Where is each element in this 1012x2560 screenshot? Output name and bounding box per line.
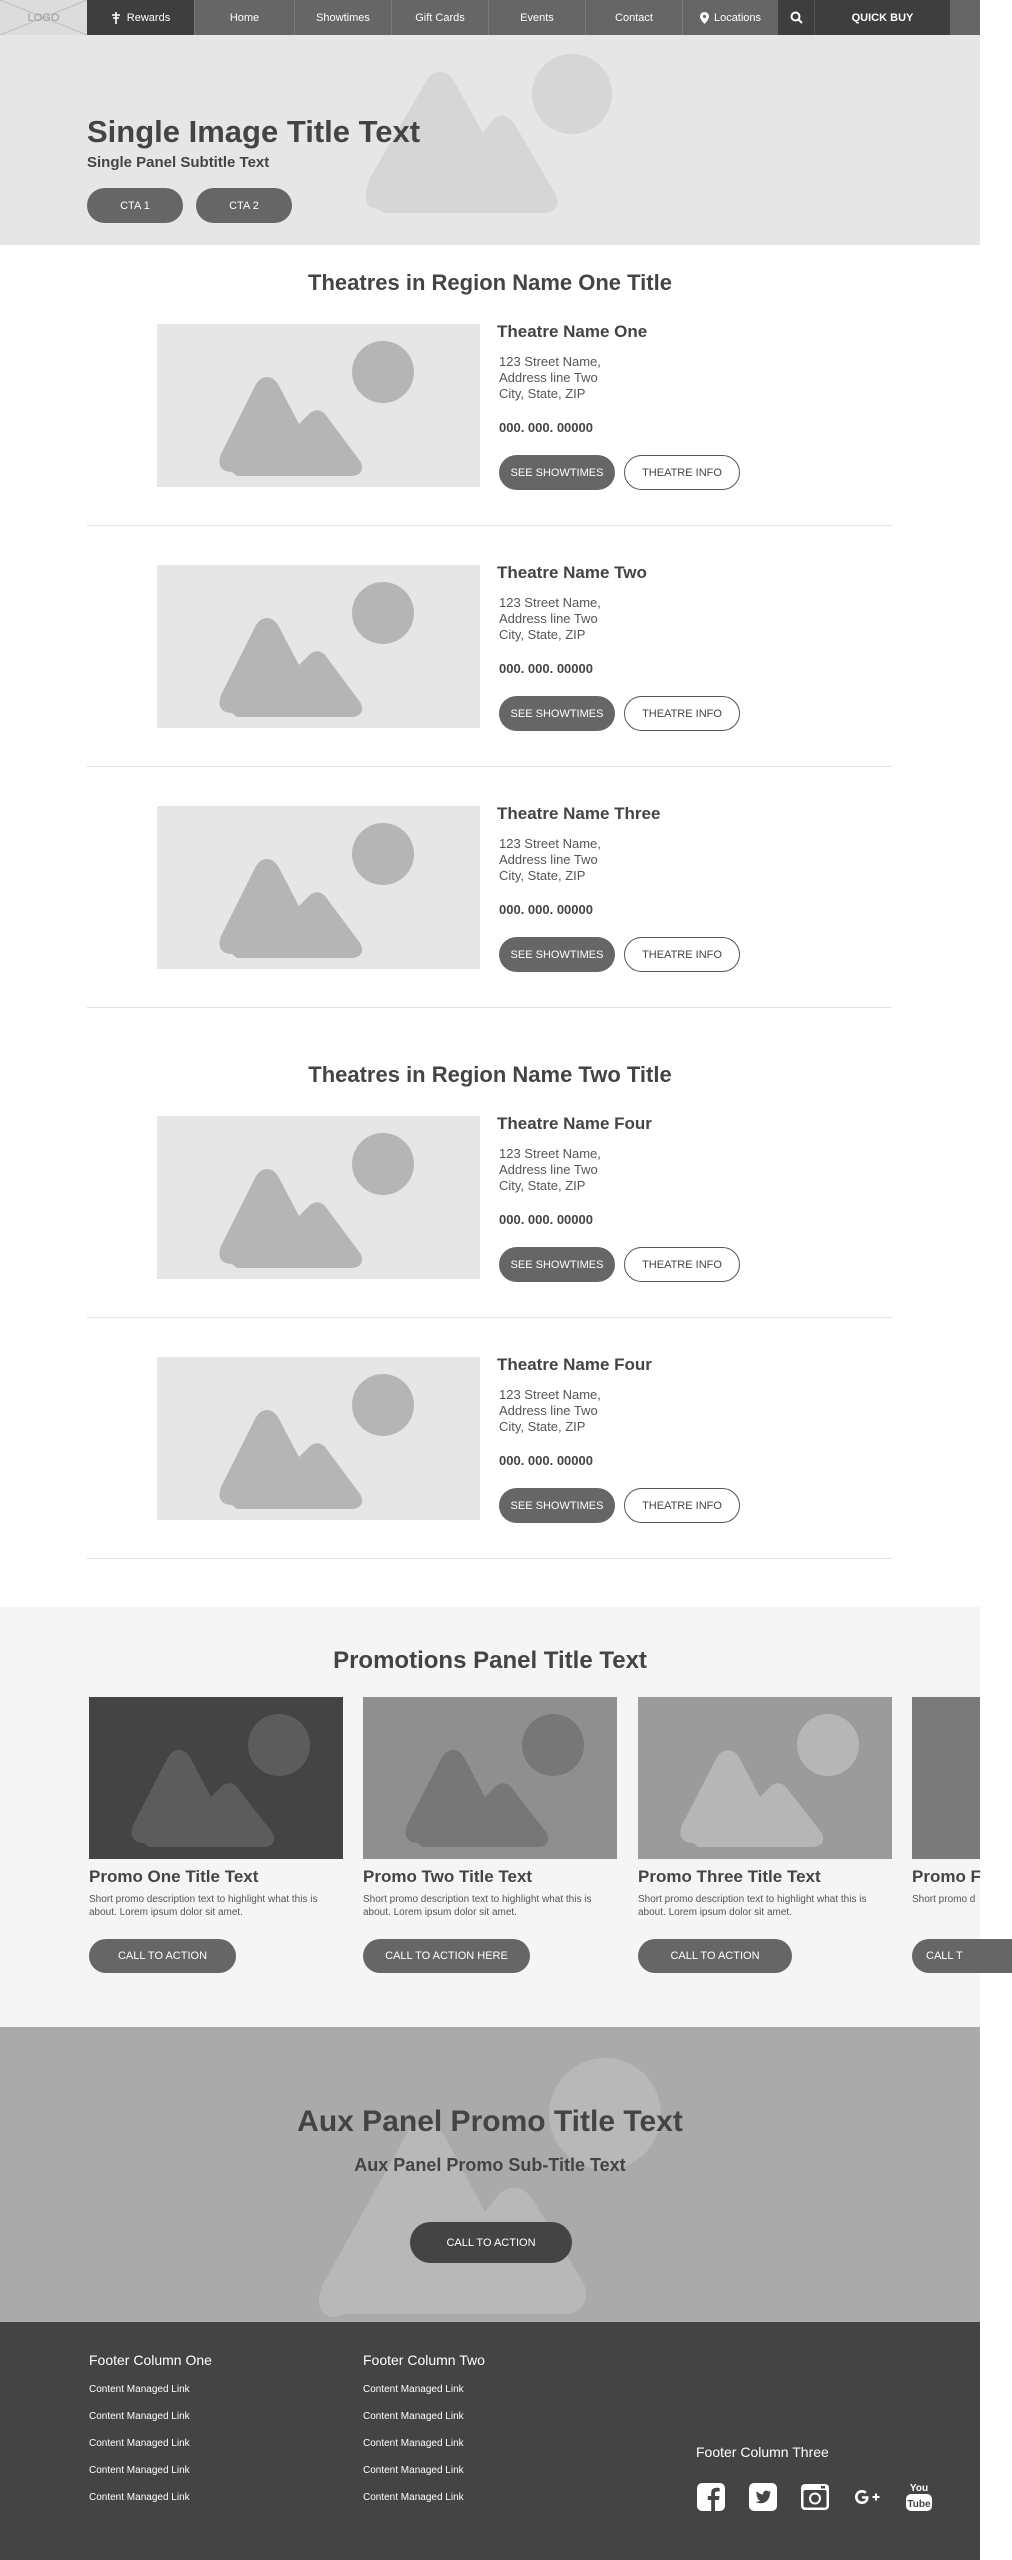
footer-link[interactable]: Content Managed Link [363, 2384, 464, 2395]
image-placeholder-icon [89, 1697, 343, 1859]
theatre-card [87, 324, 892, 564]
promo-title: Promo Three Title Text [638, 1867, 821, 1886]
promo-description: Short promo description text to highlight what this is about. Lorem ipsum dolor sit amet. [363, 1894, 592, 1918]
facebook-icon[interactable] [696, 2482, 726, 2512]
theatre-image [157, 324, 480, 487]
hero-cta-2-button[interactable] [196, 188, 292, 223]
address-line-two: Address line Two [499, 1162, 598, 1177]
hero-cta-1-button[interactable] [87, 188, 183, 223]
theatre-name: Theatre Name One [497, 322, 648, 341]
hero-panel [0, 35, 980, 245]
promo-cta-button[interactable] [363, 1939, 530, 1973]
top-nav [0, 0, 980, 35]
promo-cta-button[interactable] [638, 1939, 792, 1973]
theatre-info-button[interactable] [624, 455, 740, 490]
divider [87, 1317, 892, 1318]
theatre-address [499, 354, 601, 402]
youtube-text-top: You [909, 2483, 929, 2494]
image-placeholder-icon [638, 1697, 892, 1859]
search-icon [790, 11, 803, 24]
theatre-phone: 000. 000. 00000 [499, 1212, 593, 1227]
see-showtimes-button[interactable] [499, 937, 615, 972]
theatre-name: Theatre Name Two [497, 563, 647, 582]
location-pin-icon [700, 12, 709, 24]
theatre-image [157, 1116, 480, 1279]
see-showtimes-button[interactable] [499, 1488, 615, 1523]
theatre-phone: 000. 000. 00000 [499, 661, 593, 676]
divider [87, 525, 892, 526]
hero-cta-1-label: CTA 1 [120, 199, 150, 212]
theatre-info-label: THEATRE INFO [642, 948, 722, 961]
theatre-info-label: THEATRE INFO [642, 1258, 722, 1271]
promo-cta-label: CALL TO ACTION [117, 1950, 208, 1962]
theatre-phone: 000. 000. 00000 [499, 902, 593, 917]
quick-buy-button[interactable] [814, 0, 950, 35]
footer-column-title: Footer Column One [89, 2352, 212, 2368]
logo-text: LOGO [27, 11, 60, 24]
divider [87, 1007, 892, 1008]
promo-card-partial [912, 1697, 981, 1962]
theatre-info-label: THEATRE INFO [642, 1499, 722, 1512]
promo-image [363, 1697, 617, 1859]
image-placeholder-icon [157, 806, 480, 969]
see-showtimes-label: SEE SHOWTIMES [510, 948, 604, 961]
youtube-text-bottom: Tube [907, 2499, 931, 2510]
aux-cta-button[interactable] [410, 2222, 572, 2263]
address-line-two: Address line Two [499, 852, 598, 867]
theatre-image [157, 806, 480, 969]
aux-cta-label: CALL TO ACTION [446, 2236, 536, 2249]
theatre-card [87, 806, 892, 1046]
promo-image [89, 1697, 343, 1859]
theatre-card [87, 1116, 892, 1356]
footer-link[interactable]: Content Managed Link [363, 2438, 464, 2449]
footer-column-three-title: Footer Column Three [696, 2444, 829, 2460]
see-showtimes-button[interactable] [499, 1247, 615, 1282]
nav-contact-label: Contact [615, 11, 653, 24]
theatre-address [499, 595, 601, 643]
image-placeholder-icon [157, 1116, 480, 1279]
divider [87, 766, 892, 767]
nav-locations-label: Locations [713, 11, 762, 24]
theatre-address [499, 836, 601, 884]
aux-promo-panel [0, 2027, 980, 2322]
footer-column-two [363, 2352, 485, 2503]
promo-cta-button[interactable] [89, 1939, 236, 1973]
promo-title: Promo Two Title Text [363, 1867, 533, 1886]
footer-link[interactable]: Content Managed Link [363, 2492, 464, 2503]
promo-image [912, 1697, 980, 1859]
twitter-icon[interactable] [748, 2482, 778, 2512]
address-street: 123 Street Name, [499, 1146, 601, 1161]
see-showtimes-label: SEE SHOWTIMES [510, 466, 604, 479]
quick-buy-label: QUICK BUY [851, 11, 914, 24]
theatre-image [157, 565, 480, 728]
promo-description: Short promo d [912, 1894, 976, 1905]
theatre-info-label: THEATRE INFO [642, 707, 722, 720]
nav-showtimes[interactable] [294, 0, 391, 35]
address-city: City, State, ZIP [499, 868, 586, 883]
nav-gift-cards[interactable] [391, 0, 488, 35]
google-plus-icon[interactable] [852, 2482, 882, 2512]
search-button[interactable] [778, 0, 814, 35]
footer-link[interactable]: Content Managed Link [89, 2411, 190, 2422]
hero-subtitle: Single Panel Subtitle Text [87, 154, 270, 171]
footer-link[interactable]: Content Managed Link [89, 2492, 190, 2503]
promo-card [638, 1697, 892, 1962]
image-placeholder-icon [363, 1697, 617, 1859]
promo-title: Promo One Title Text [89, 1867, 259, 1886]
promo-description: Short promo description text to highlight what this is about. Lorem ipsum dolor sit amet. [89, 1894, 318, 1918]
promo-card [89, 1697, 343, 1962]
promo-description: Short promo description text to highlight what this is about. Lorem ipsum dolor sit amet. [638, 1894, 867, 1918]
aux-title: Aux Panel Promo Title Text [297, 2105, 683, 2138]
address-line-two: Address line Two [499, 1403, 598, 1418]
nav-home[interactable] [194, 0, 294, 35]
see-showtimes-button[interactable] [499, 455, 615, 490]
footer-link[interactable]: Content Managed Link [89, 2384, 190, 2395]
region-two-title: Theatres in Region Name Two Title [308, 1062, 672, 1087]
aux-subtitle: Aux Panel Promo Sub-Title Text [354, 2155, 626, 2175]
theatre-phone: 000. 000. 00000 [499, 1453, 593, 1468]
promotions-title: Promotions Panel Title Text [333, 1647, 647, 1674]
nav-home-label: Home [229, 11, 260, 24]
footer-link[interactable]: Content Managed Link [363, 2411, 464, 2422]
address-city: City, State, ZIP [499, 386, 586, 401]
address-street: 123 Street Name, [499, 595, 601, 610]
promo-cta-label: CALL TO ACTION [670, 1950, 760, 1962]
instagram-icon[interactable] [800, 2482, 830, 2512]
theatre-phone: 000. 000. 00000 [499, 420, 593, 435]
theatre-info-button[interactable] [624, 937, 740, 972]
address-street: 123 Street Name, [499, 836, 601, 851]
theatre-info-button[interactable] [624, 1488, 740, 1523]
see-showtimes-button[interactable] [499, 696, 615, 731]
address-line-two: Address line Two [499, 611, 598, 626]
promo-title: Promo F [912, 1867, 981, 1886]
divider [87, 1558, 892, 1559]
promo-cta-label: CALL TO ACTION HERE [385, 1950, 508, 1962]
theatre-name: Theatre Name Three [497, 804, 661, 823]
image-placeholder-icon [157, 565, 480, 728]
aux-image-placeholder-icon [315, 2052, 675, 2322]
footer-link[interactable]: Content Managed Link [89, 2465, 190, 2476]
rewards-icon [111, 12, 121, 24]
social-links [696, 2482, 934, 2512]
see-showtimes-label: SEE SHOWTIMES [510, 1499, 604, 1512]
footer [0, 2322, 980, 2560]
image-placeholder-icon [157, 324, 480, 487]
youtube-icon[interactable] [904, 2482, 934, 2512]
theatre-info-button[interactable] [624, 1247, 740, 1282]
promotions-panel [0, 1607, 980, 2027]
see-showtimes-label: SEE SHOWTIMES [510, 1258, 604, 1271]
theatre-card [87, 1357, 892, 1597]
promo-image [638, 1697, 892, 1859]
theatre-card [87, 565, 892, 805]
promo-cta-button[interactable] [912, 1939, 1012, 1973]
hero-title: Single Image Title Text [87, 114, 421, 149]
nav-events-label: Events [520, 11, 554, 24]
rewards-button[interactable] [87, 0, 194, 35]
see-showtimes-label: SEE SHOWTIMES [510, 707, 604, 720]
theatre-address [499, 1146, 601, 1194]
region-one-title: Theatres in Region Name One Title [308, 270, 672, 295]
theatre-info-label: THEATRE INFO [642, 466, 722, 479]
address-street: 123 Street Name, [499, 1387, 601, 1402]
footer-link[interactable]: Content Managed Link [363, 2465, 464, 2476]
hero-cta-2-label: CTA 2 [229, 199, 259, 212]
theatre-image [157, 1357, 480, 1520]
nav-locations[interactable] [682, 0, 778, 35]
theatre-address [499, 1387, 601, 1435]
nav-showtimes-label: Showtimes [316, 11, 370, 24]
nav-events[interactable] [488, 0, 585, 35]
address-city: City, State, ZIP [499, 1419, 586, 1434]
address-street: 123 Street Name, [499, 354, 601, 369]
theatre-name: Theatre Name Four [497, 1114, 652, 1133]
footer-link[interactable]: Content Managed Link [89, 2438, 190, 2449]
theatre-name: Theatre Name Four [497, 1355, 652, 1374]
promo-cta-label: CALL T [926, 1950, 963, 1962]
logo[interactable] [0, 0, 87, 35]
footer-column-one [89, 2352, 212, 2503]
address-line-two: Address line Two [499, 370, 598, 385]
rewards-label: Rewards [126, 11, 171, 24]
promo-card [363, 1697, 617, 1962]
nav-gift-cards-label: Gift Cards [415, 11, 465, 24]
image-placeholder-icon [157, 1357, 480, 1520]
address-city: City, State, ZIP [499, 1178, 586, 1193]
theatre-info-button[interactable] [624, 696, 740, 731]
nav-contact[interactable] [585, 0, 682, 35]
footer-column-title: Footer Column Two [363, 2352, 485, 2368]
address-city: City, State, ZIP [499, 627, 586, 642]
